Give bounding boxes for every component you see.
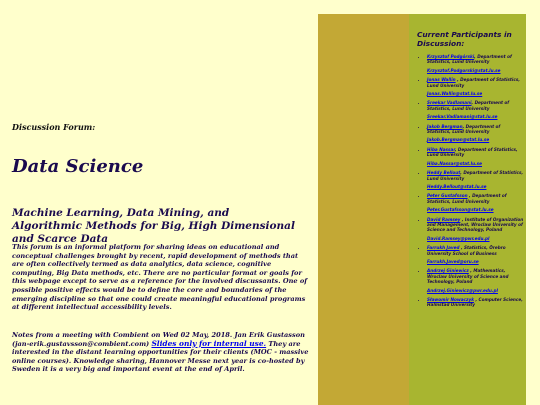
participant-name-link[interactable]: Jonas Wallin	[427, 77, 456, 83]
participant-item	[427, 170, 524, 189]
participant-affiliation: , Department of Statistics, Lund University	[427, 193, 507, 204]
gold-divider-column	[318, 14, 409, 405]
participant-affiliation: , Mathematics, Wroclaw University of Science and Technology, Poland	[427, 268, 509, 285]
participant-name-link[interactable]: Krzysztof Podgórski	[427, 54, 475, 59]
participant-email-link[interactable]: Farrukh.Javed@oru.se	[427, 258, 479, 264]
participant-affiliation: , Department of Statistics, Lund University	[427, 123, 501, 135]
participant-name-link[interactable]: Heddy Bellout	[427, 170, 461, 176]
participant-affiliation: , Department of Statistics, Lund University	[427, 77, 520, 88]
participant-affiliation: , Department of Statistics, Lund University	[427, 100, 510, 111]
participant-name-link[interactable]: Jakob Bergman	[427, 123, 463, 129]
participant-name-link[interactable]: Peter Gustafsson	[427, 193, 468, 199]
participants-sidebar	[409, 14, 526, 405]
participant-item	[427, 245, 524, 264]
intro-paragraph: This forum is an informal platform for sharing ideas on educational and conceptual challenges brought by recent, rapid development of methods that are often collectively termed as data analytics, data science, cognitive computing, Big Data methods, etc. There are no particular format or goals for this webpage except to serve as a reference for the involved discussants. One of possible positive effects would be to define the core and boundaries of the emerging discipline so that one could create meaningful educational programs at different intellectual accessibility levels.	[12, 243, 308, 312]
participant-name-link[interactable]: Andrzej Giniewicz	[427, 268, 469, 274]
participant-item	[427, 193, 524, 212]
participant-affiliation: , Computer Science, Halmstad University	[427, 297, 523, 308]
meeting-notes-paragraph	[12, 331, 312, 374]
participant-name-link[interactable]: Sreekar Vadlamani	[427, 100, 472, 106]
participant-name-link[interactable]: Farrukh Javed	[427, 245, 460, 251]
participant-item	[427, 77, 524, 96]
forum-label: Discussion Forum:	[12, 122, 96, 132]
participant-email-link[interactable]: Krzysztof.Podgorski@stat.lu.se	[427, 67, 501, 73]
participant-item	[427, 100, 524, 119]
participants-heading: Current Participants in Discussion:	[417, 30, 512, 48]
participant-item	[427, 124, 524, 143]
participant-item	[427, 268, 524, 293]
participant-email-link[interactable]: Jonas.Wallin@stat.lu.se	[427, 91, 483, 97]
participant-name-link[interactable]: David Ramsey	[427, 216, 461, 222]
participant-item	[427, 297, 524, 308]
notes-text-before: Notes from a meeting with Combient on Wed 02 May, 2018. Jan Erik Gustasson (jan-erik.gustavsson@combient.com)	[12, 331, 305, 348]
participant-affiliation: , Department of Statistics, Lund University	[427, 170, 524, 181]
slides-link[interactable]: Slides only for internal use.	[151, 338, 267, 348]
participant-email-link[interactable]: Jakob.Bergman@stat.lu.se	[427, 137, 490, 143]
participant-email-link[interactable]: Peter.Gustafsson@stat.lu.se	[427, 207, 494, 213]
participant-email-link[interactable]: Heddy.Bellout@stat.lu.se	[427, 183, 487, 189]
right-margin	[526, 0, 540, 405]
page-title: Data Science	[12, 156, 144, 177]
participant-name-link[interactable]: Sławomir Nowaczyk	[427, 297, 474, 302]
participant-affiliation: , Statistics, Örebro University School of Business	[427, 245, 506, 256]
participant-name-link[interactable]: Hiba Nassar	[427, 146, 455, 152]
page-subtitle: Machine Learning, Data Mining, and Algorithmic Methods for Big, High Dimensional and Scarce Data	[12, 207, 295, 245]
participant-email-link[interactable]: Andrzej.Giniewicz@pwr.edu.pl	[427, 287, 498, 293]
participant-email-link[interactable]: David.Ramsey@pwr.edu.pl	[427, 235, 490, 241]
participant-item	[427, 54, 524, 73]
participant-affiliation: , Department of Statistics, Lund University	[427, 54, 512, 65]
participant-email-link[interactable]: Hiba.Nassar@stat.lu.se	[427, 160, 482, 166]
notes-text-after: They are interested in the distant learning opportunities for their clients (MOC - massive online courses). Knowledge sharing, Hannover Messe next year is co-hosted by Sweden it is a very big and important event at the end of April.	[12, 339, 309, 374]
participants-list	[409, 54, 526, 308]
participant-item	[427, 147, 524, 166]
participant-affiliation: , Institute of Organization and Management, Wroclaw University of Science and Technology, Poland	[427, 216, 524, 233]
participant-affiliation: , Department of Statistics, Lund University	[427, 146, 518, 158]
participant-item	[427, 217, 524, 242]
participant-email-link[interactable]: Sreekar.Vadlamani@stat.lu.se	[427, 114, 498, 120]
